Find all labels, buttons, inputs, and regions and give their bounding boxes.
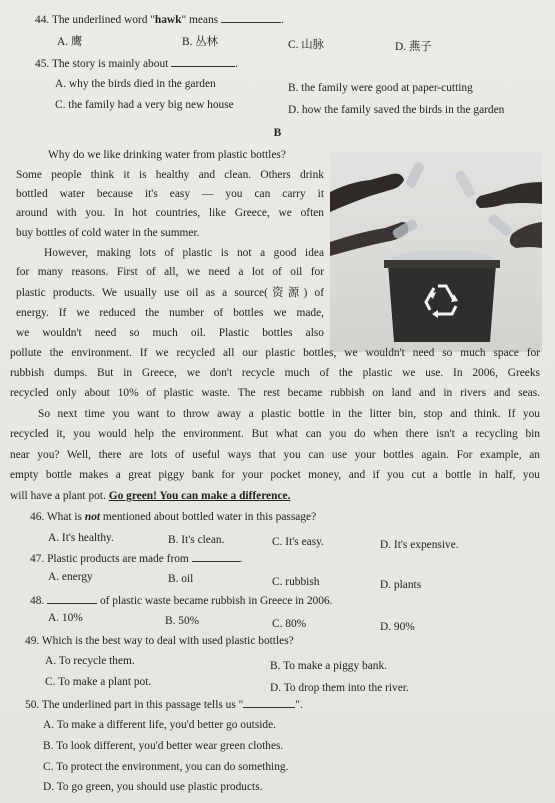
q45-option-d[interactable]: D. how the family saved the birds in the garden (288, 104, 505, 116)
q48-stem-text: of plastic waste became rubbish in Greece in 2006. (99, 595, 333, 607)
q49-option-a[interactable]: A. To recycle them. (45, 655, 135, 667)
q46-stem-a: 46. What is (30, 511, 82, 523)
bin-rim (384, 260, 500, 268)
passage-line-14: So next time you want to throw away a plastic bottle in the litter bin, stop and think. If you (38, 408, 540, 420)
section-b-heading: B (273, 127, 282, 139)
q46-option-b[interactable]: B. It's clean. (168, 534, 225, 546)
passage-line-2: Some people think it is healthy and clean. Others drink (16, 169, 324, 181)
q48-option-b[interactable]: B. 50% (165, 615, 200, 627)
recycling-bin (388, 264, 496, 342)
q45-option-c[interactable]: C. the family had a very big new house (55, 99, 234, 111)
q44-stem-b: " means (181, 14, 219, 26)
q46-not: not (84, 511, 101, 523)
passage-line-9: energy. If we reduced the number of bottles we made, (16, 307, 324, 319)
arm-left-bottom (330, 222, 408, 256)
q48-blank (47, 593, 97, 604)
q50-stem-end: ". (295, 699, 303, 711)
passage-line-3: bottled water because it's easy — you can carry it (16, 188, 324, 200)
q46-option-d[interactable]: D. It's expensive. (380, 539, 459, 551)
q48-stem (30, 593, 332, 608)
q45-stem (35, 56, 238, 71)
q45-blank (171, 56, 235, 67)
arm-right-bottom (510, 222, 542, 248)
q50-option-a[interactable]: A. To make a different life, you'd better go outside. (43, 719, 277, 731)
passage-line-15: recycled it, you would help the environment. But what can you do when there isn't a recycling bin (10, 428, 540, 440)
bottle-1 (405, 161, 425, 189)
q49-option-c[interactable]: C. To make a plant pot. (45, 676, 152, 688)
passage-line-16: near you? Well, there are lots of useful ways that you can use your bottles again. For example, an (10, 449, 540, 461)
bottle-4 (487, 213, 513, 237)
q48-option-c[interactable]: C. 80% (272, 618, 307, 630)
q49-option-d[interactable]: D. To drop them into the river. (270, 682, 409, 694)
q47-option-a[interactable]: A. energy (48, 571, 93, 583)
q47-stem-end: . (239, 553, 243, 565)
q45-option-a[interactable]: A. why the birds died in the garden (55, 78, 216, 90)
arm-left-top (330, 174, 404, 212)
q47-option-d[interactable]: D. plants (380, 579, 422, 591)
passage-line-13: recycled only about 10% of plastic waste. The rest became rubbish on land and in rivers and seas. (10, 387, 540, 399)
q47-stem-text: 47. Plastic products are made from (30, 553, 189, 565)
passage-line-7: for many reasons. First of all, we need a lot of oil for (16, 266, 324, 278)
q46-option-a[interactable]: A. It's healthy. (48, 532, 114, 544)
passage-line-18 (10, 489, 290, 503)
q47-option-c[interactable]: C. rubbish (272, 576, 320, 588)
q48-num: 48. (30, 595, 45, 607)
q48-option-d[interactable]: D. 90% (380, 621, 415, 633)
bottle-2 (454, 169, 477, 198)
q49-option-b[interactable]: B. To make a piggy bank. (270, 660, 387, 672)
q44-option-b[interactable]: B. 丛林 (182, 36, 219, 48)
q50-stem (25, 697, 303, 712)
q44-stem (35, 12, 284, 27)
q46-option-c[interactable]: C. It's easy. (272, 536, 324, 548)
q47-blank (192, 551, 240, 562)
q50-option-d[interactable]: D. To go green, you should use plastic products. (43, 781, 263, 793)
q50-blank (243, 697, 295, 708)
q50-option-c[interactable]: C. To protect the environment, you can do something. (43, 761, 289, 773)
q44-word: hawk (154, 14, 182, 26)
underlined-part: Go green! You can make a difference. (108, 490, 291, 502)
q47-option-b[interactable]: B. oil (168, 573, 194, 585)
q46-stem-b: mentioned about bottled water in this passage? (102, 511, 317, 523)
q44-option-c[interactable]: C. 山脉 (288, 39, 325, 51)
q45-stem-end: . (235, 58, 239, 70)
recycling-photo (330, 152, 542, 352)
passage-line-5: buy bottles of cold water in the summer. (16, 227, 200, 239)
q44-option-d[interactable]: D. 燕子 (395, 41, 432, 53)
q44-option-a[interactable]: A. 鹰 (57, 36, 83, 48)
q50-option-b[interactable]: B. To look different, you'd better wear green clothes. (43, 740, 284, 752)
passage-line-1: Why do we like drinking water from plastic bottles? (48, 149, 286, 161)
q48-option-a[interactable]: A. 10% (48, 612, 83, 624)
arm-right-top (476, 182, 542, 208)
q45-stem-text: 45. The story is mainly about (35, 58, 169, 70)
q44-stem-a: 44. The underlined word " (35, 14, 155, 26)
q45-option-b[interactable]: B. the family were good at paper-cutting (288, 82, 473, 94)
q44-stem-end: . (280, 14, 284, 26)
recycling-bin-illustration (330, 152, 542, 352)
passage-line-17: empty bottle makes a great piggy bank for your pocket money, and if you cut a bottle in half, you (10, 469, 540, 481)
passage-line-6: However, making lots of plastic is not a good idea (44, 247, 324, 259)
q46-stem (30, 510, 316, 524)
q47-stem (30, 551, 243, 566)
passage-line-4: around with you. In hot countries, like Greece, we often (16, 207, 324, 219)
passage-line-10: we wouldn't need so much oil. Plastic bottles also (16, 327, 324, 339)
q44-blank (221, 12, 281, 23)
q50-stem-text: 50. The underlined part in this passage tells us " (25, 699, 244, 711)
bottle-3 (391, 218, 419, 240)
passage-line-11: pollute the environment. If we recycled all our plastic bottles, we wouldn't need so much space for (10, 347, 540, 359)
q49-stem: 49. Which is the best way to deal with used plastic bottles? (25, 635, 294, 647)
last-line-start: will have a plant pot. (10, 490, 106, 502)
passage-line-12: rubbish dumps. But in Greece, we don't recycle much of the plastic we use. In 2006, Greeks (10, 367, 540, 379)
passage-line-8: plastic products. We usually use oil as a source(资源) of (16, 287, 324, 299)
